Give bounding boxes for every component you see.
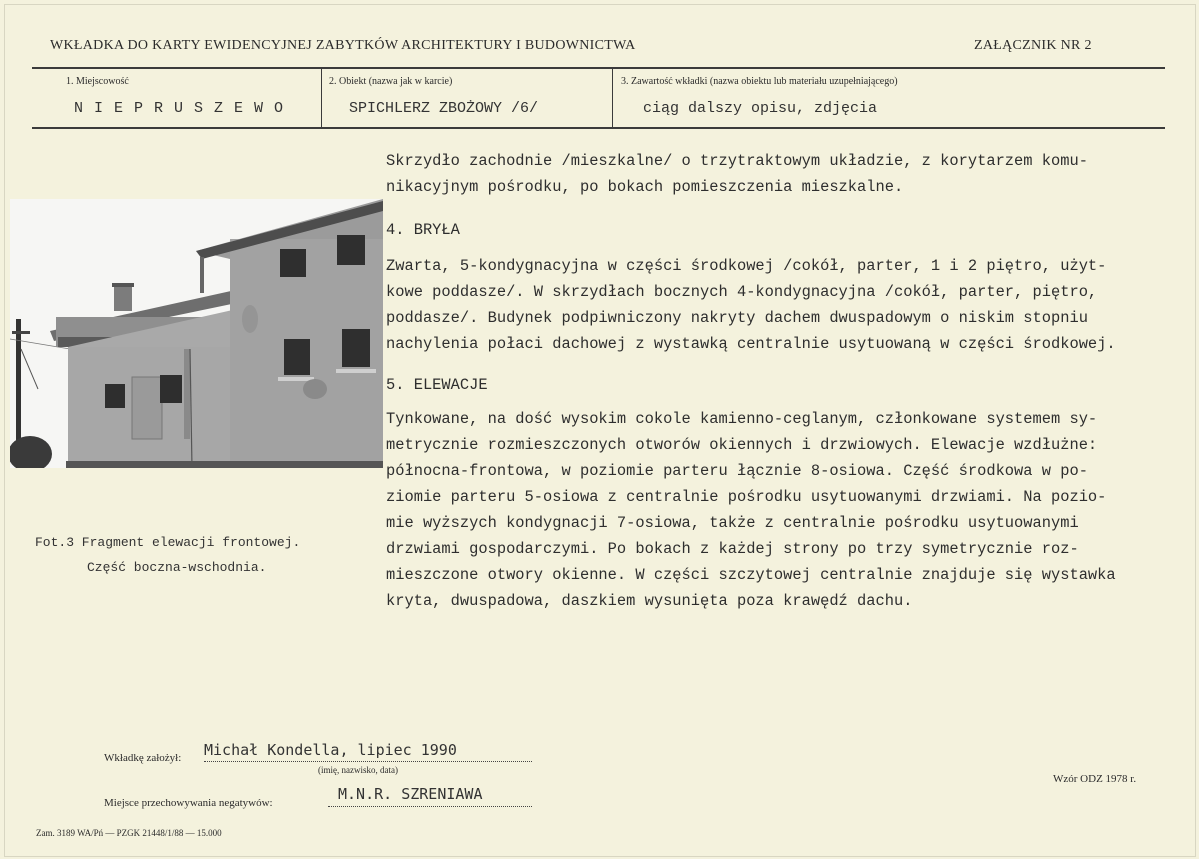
column-divider [321,69,322,127]
text-line: kowe poddasze/. W skrzydłach bocznych 4-kondygnacyjna /cokół, parter, piętro, [386,283,1098,301]
text-line: drzwiami gospodarczymi. Po bokach z każdej strony po trzy symetrycznie roz- [386,540,1079,558]
intro-paragraph [386,148,1196,200]
text-line: metrycznie rozmieszczonych otworów okiennych i drzwiowych. Elewacje wzdłużne: [386,436,1098,454]
bottom-rule [32,127,1165,129]
column-divider [612,69,613,127]
document-title: WKŁADKA DO KARTY EWIDENCYJNEJ ZABYTKÓW ARCHITEKTURY I BUDOWNICTWA [50,38,636,53]
contents-value: ciąg dalszy opisu, zdjęcia [643,100,878,117]
text-line: ziomie parteru 5-osiowa z centralnie pośrodku usytuowanymi drzwiami. Na pozio- [386,488,1107,506]
text-line: mieszczone otwory okienne. W części szczytowej centralnie znajduje się wystawka [386,566,1116,584]
print-info: Zam. 3189 WA/Pń — PZGK 21448/1/88 — 15.000 [36,828,222,838]
negatives-value: M.N.R. SZRENIAWA [338,785,483,803]
section-4-text [386,253,1196,357]
insert-author-line [204,761,532,762]
text-line: północna-frontowa, w poziomie parteru łącznie 8-osiowa. Część środkowa w po- [386,462,1088,480]
section-4-heading: 4. BRYŁA [386,221,460,239]
insert-author-label: Wkładkę założył: [104,752,182,764]
template-reference: Wzór ODZ 1978 r. [1053,773,1137,785]
contents-label: 3. Zawartość wkładki (nazwa obiektu lub materiału uzupełniającego) [621,76,898,87]
text-line: poddasze/. Budynek podpiwniczony nakryty dachem dwuspadowym o niskim stopniu [386,309,1088,327]
text-line: nachylenia połaci dachowej z wystawką centralnie usytuowaną w części środkowej. [386,335,1116,353]
photo-caption-line2: Część boczna-wschodnia. [87,560,267,575]
text-line: kryta, dwuspadowa, daszkiem wysunięta poza krawędź dachu. [386,592,913,610]
text-line: nikacyjnym pośrodku, po bokach pomieszczenia mieszkalne. [386,178,904,196]
photo-caption-line1: Fot.3 Fragment elewacji frontowej. [35,535,301,550]
text-line: Skrzydło zachodnie /mieszkalne/ o trzytraktowym układzie, z korytarzem komu- [386,152,1088,170]
building-photo [10,199,383,468]
place-value: N I E P R U S Z E W O [74,100,285,117]
text-line: Zwarta, 5-kondygnacyjna w części środkowej /cokół, parter, 1 i 2 piętro, użyt- [386,257,1107,275]
section-5-heading: 5. ELEWACJE [386,376,488,394]
insert-author-value: Michał Kondella, lipiec 1990 [204,741,457,759]
annex-number: ZAŁĄCZNIK NR 2 [974,38,1092,53]
insert-author-hint: (imię, nazwisko, data) [318,765,398,775]
text-line: mie wyższych kondygnacji 7-osiowa, także z centralnie pośrodku usytuowanymi [386,514,1079,532]
top-rule [32,67,1165,69]
negatives-line [328,806,532,807]
section-5-text [386,406,1196,614]
text-line: Tynkowane, na dość wysokim cokole kamienno-ceglanym, członkowane systemem sy- [386,410,1098,428]
negatives-label: Miejsce przechowywania negatywów: [104,797,273,809]
object-label: 2. Obiekt (nazwa jak w karcie) [329,76,453,87]
place-label: 1. Miejscowość [66,76,129,87]
object-value: SPICHLERZ ZBOŻOWY /6/ [349,100,539,117]
